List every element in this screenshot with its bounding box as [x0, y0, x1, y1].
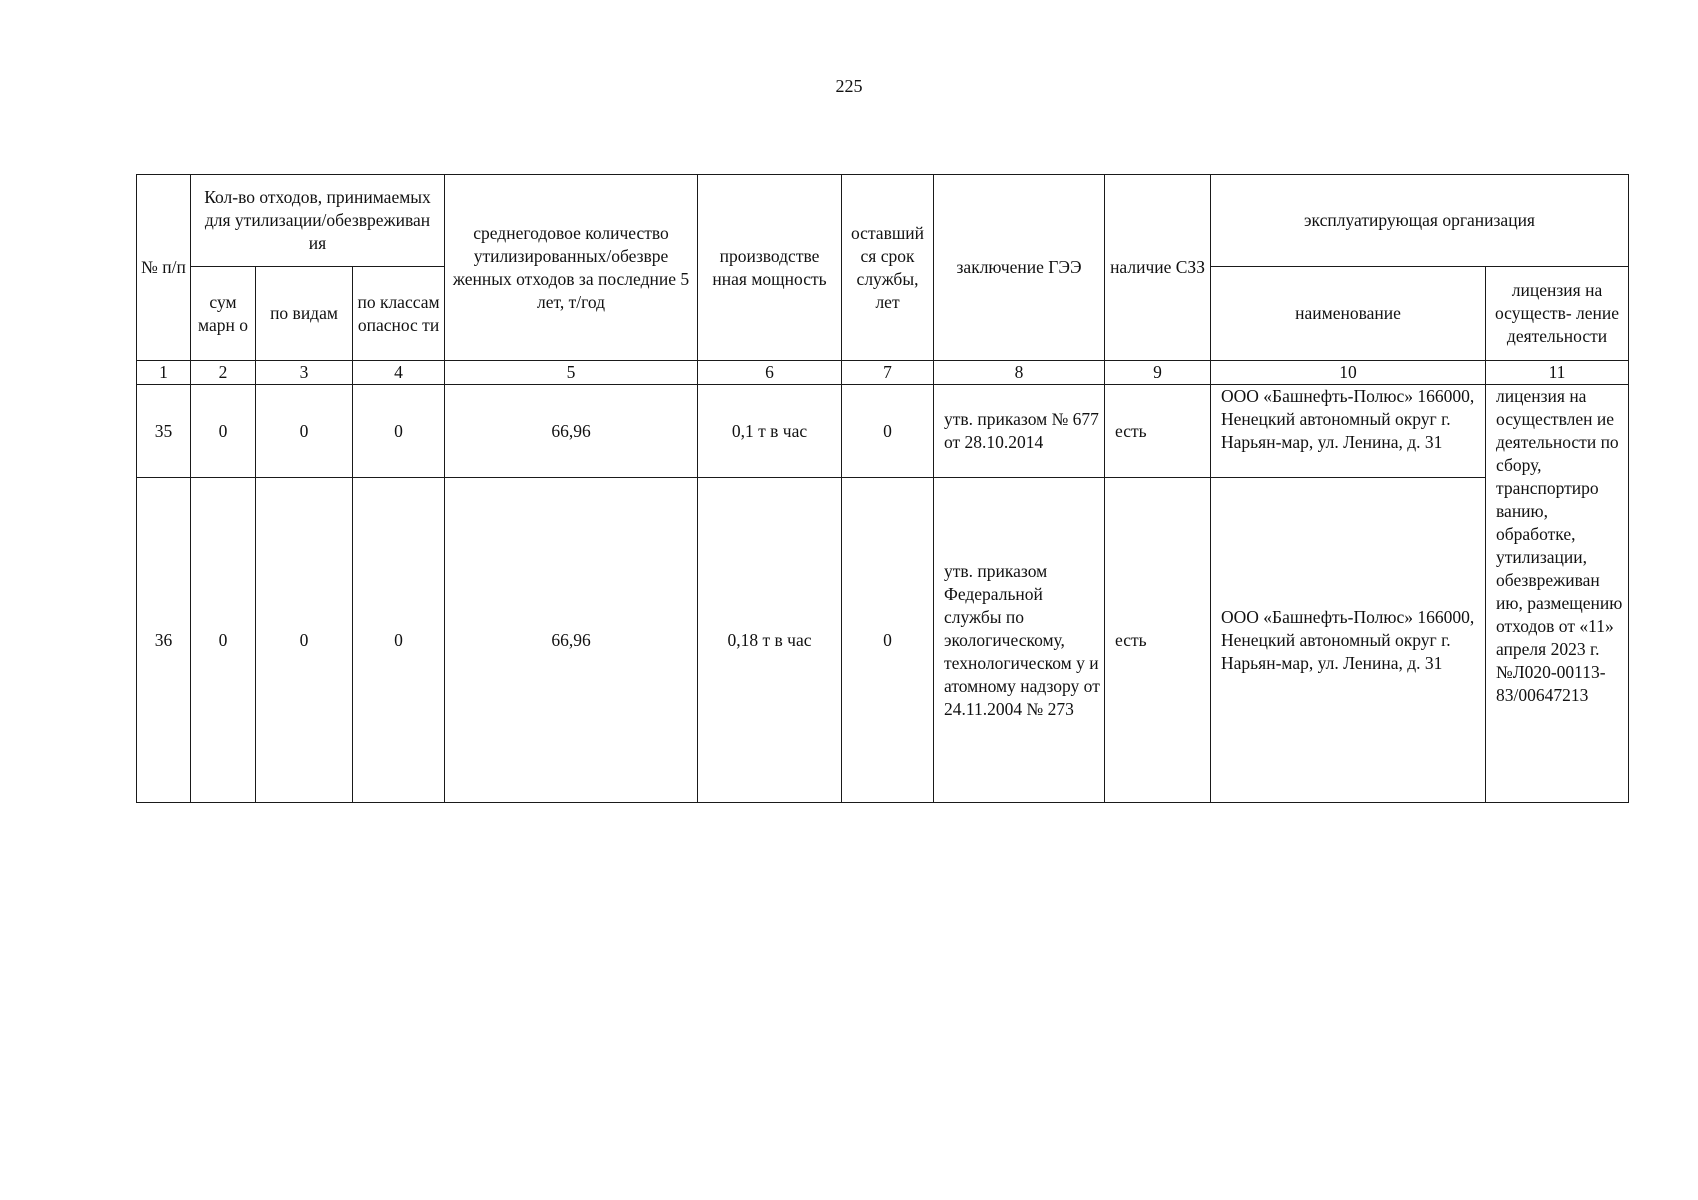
- column-number: 3: [256, 361, 353, 385]
- classes-value: 0: [353, 385, 445, 478]
- szz-value: есть: [1105, 385, 1211, 478]
- header-capacity: производстве нная мощность: [698, 175, 842, 361]
- column-number-row: [137, 361, 1629, 385]
- table-row: [137, 478, 1629, 803]
- column-number: 10: [1211, 361, 1486, 385]
- column-number: 11: [1486, 361, 1629, 385]
- types-value: 0: [256, 478, 353, 803]
- header-remaining-life: оставший ся срок службы, лет: [842, 175, 934, 361]
- remaining-life-value: 0: [842, 478, 934, 803]
- page-number: 225: [835, 76, 863, 96]
- remaining-life-value: 0: [842, 385, 934, 478]
- average-amount-value: 66,96: [445, 385, 698, 478]
- classes-value: 0: [353, 478, 445, 803]
- column-number: 1: [137, 361, 191, 385]
- average-amount-value: 66,96: [445, 478, 698, 803]
- column-number: 7: [842, 361, 934, 385]
- header-operator-name: наименование: [1211, 267, 1486, 361]
- operator-name-value: ООО «Башнефть-Полюс» 166000, Ненецкий автономный округ г. Нарьян-мар, ул. Ленина, д. 31: [1211, 385, 1486, 478]
- row-number: 36: [137, 478, 191, 803]
- header-operator-group: эксплуатирующая организация: [1211, 175, 1629, 267]
- row-number: 35: [137, 385, 191, 478]
- total-value: 0: [191, 478, 256, 803]
- column-number: 4: [353, 361, 445, 385]
- szz-value: есть: [1105, 478, 1211, 803]
- header-by-hazard-classes: по классам опаснос ти: [353, 267, 445, 361]
- operator-license-value: лицензия на осуществлен ие деятельности по сбору, транспортиро ванию, обработке, утилизации, обезвреживан ию, размещению отходов от «11» апреля 2023 г. №Л020-00113-83/00647213: [1486, 385, 1629, 803]
- column-number: 5: [445, 361, 698, 385]
- header-by-types: по видам: [256, 267, 353, 361]
- column-number: 8: [934, 361, 1105, 385]
- header-waste-quantity-group: Кол-во отходов, принимаемых для утилизации/обезвреживан ия: [191, 175, 445, 267]
- column-number: 2: [191, 361, 256, 385]
- gee-conclusion-value: утв. приказом Федеральной службы по экологическому, технологическом у и атомному надзору от 24.11.2004 № 273: [934, 478, 1105, 803]
- header-operator-license: лицензия на осуществ- ление деятельности: [1486, 267, 1629, 361]
- capacity-value: 0,1 т в час: [698, 385, 842, 478]
- table-row: [137, 385, 1629, 478]
- gee-conclusion-value: утв. приказом № 677 от 28.10.2014: [934, 385, 1105, 478]
- operator-name-value: ООО «Башнефть-Полюс» 166000, Ненецкий автономный округ г. Нарьян-мар, ул. Ленина, д. 31: [1211, 478, 1486, 803]
- header-row-number: № п/п: [137, 175, 191, 361]
- waste-facilities-table: [136, 174, 1629, 803]
- header-total: сум марн о: [191, 267, 256, 361]
- column-number: 9: [1105, 361, 1211, 385]
- types-value: 0: [256, 385, 353, 478]
- total-value: 0: [191, 385, 256, 478]
- header-gee-conclusion: заключение ГЭЭ: [934, 175, 1105, 361]
- header-average-amount: среднегодовое количество утилизированных/обезвре женных отходов за последние 5 лет, т/год: [445, 175, 698, 361]
- capacity-value: 0,18 т в час: [698, 478, 842, 803]
- column-number: 6: [698, 361, 842, 385]
- header-szz: наличие СЗЗ: [1105, 175, 1211, 361]
